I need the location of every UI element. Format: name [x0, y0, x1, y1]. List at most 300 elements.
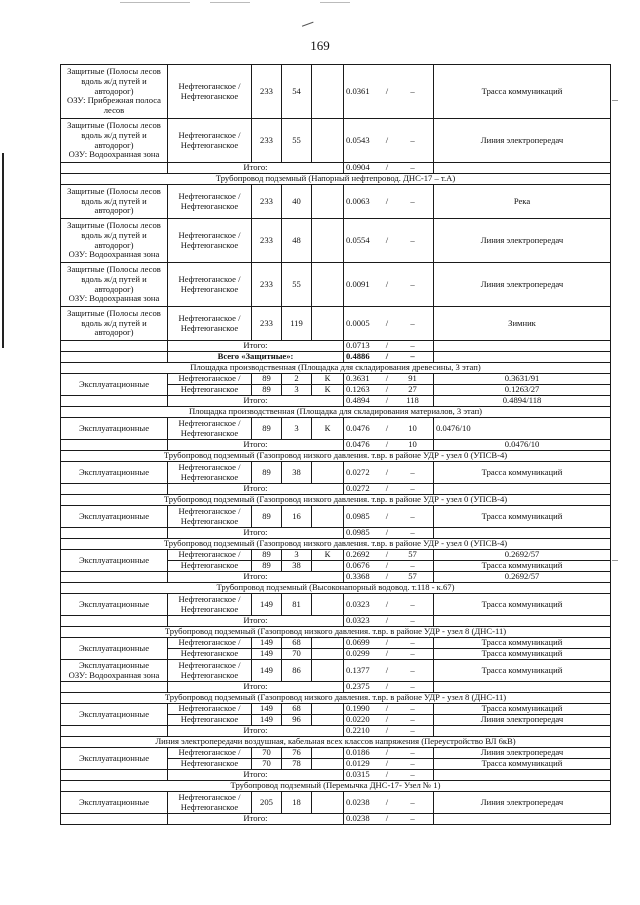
area-separator: /: [385, 549, 389, 560]
plot-count: –: [410, 796, 415, 807]
table-row: [61, 704, 611, 715]
plot-count: –: [410, 747, 415, 758]
plot-count: –: [410, 648, 415, 659]
area-value: 0.0129: [346, 758, 370, 769]
purpose-cell: 0.1263/27: [434, 385, 611, 396]
area-cell: [344, 440, 434, 451]
area-cell: [344, 418, 434, 440]
district-cell: Нефтеюганское: [168, 561, 252, 572]
plot-count: 91: [408, 373, 417, 384]
area-cell: [344, 119, 434, 163]
area-cell: [344, 484, 434, 495]
plot-count: –: [410, 637, 415, 648]
plot-count: 10: [408, 422, 417, 433]
area-cell: [344, 649, 434, 660]
total-row: [61, 484, 611, 495]
purpose-cell: Линия электропередач: [434, 219, 611, 263]
k-cell: [312, 185, 344, 219]
area-separator: /: [385, 483, 389, 494]
subdivision-cell: 55: [282, 119, 312, 163]
section-heading-row: [61, 539, 611, 550]
k-cell: [312, 759, 344, 770]
district-cell: Нефтеюганское: [168, 759, 252, 770]
forest-category: Защитные (Полосы лесов вдоль ж/д путей и автодорог): [61, 307, 168, 341]
quarter-cell: 89: [252, 561, 282, 572]
area-cell: [344, 715, 434, 726]
total-label: Итого:: [168, 616, 344, 627]
k-cell: [312, 594, 344, 616]
k-cell: [312, 307, 344, 341]
area-cell: [344, 704, 434, 715]
forest-category: Эксплуатационные: [61, 550, 168, 572]
purpose-cell: Линия электропередач: [434, 119, 611, 163]
district-cell: Нефтеюганское /: [168, 550, 252, 561]
quarter-cell: 89: [252, 418, 282, 440]
k-cell: [312, 462, 344, 484]
forest-category: Защитные (Полосы лесов вдоль ж/д путей и автодорог): [61, 185, 168, 219]
area-separator: /: [385, 195, 389, 206]
area-value: 0.0323: [346, 598, 370, 609]
plot-count: –: [410, 725, 415, 736]
total-label: Итого:: [168, 396, 344, 407]
section-heading: Трубопровод подземный (Газопровод низкого давления. т.вр. в районе УДР - узел 0 (УПСВ-4): [61, 451, 611, 462]
area-value: 0.0220: [346, 714, 370, 725]
section-heading-row: [61, 781, 611, 792]
table-row: [61, 550, 611, 561]
purpose-cell: [434, 616, 611, 627]
quarter-cell: 149: [252, 594, 282, 616]
purpose-cell: Трасса коммуникаций: [434, 462, 611, 484]
purpose-cell: [434, 814, 611, 825]
scan-artifact: [612, 100, 618, 101]
k-cell: К: [312, 385, 344, 396]
subdivision-cell: 40: [282, 185, 312, 219]
subdivision-cell: 119: [282, 307, 312, 341]
quarter-cell: 233: [252, 185, 282, 219]
forest-category: Эксплуатационные: [61, 462, 168, 484]
area-separator: /: [385, 317, 389, 328]
district-cell: Нефтеюганское / Нефтеюганское: [168, 219, 252, 263]
area-cell: [344, 341, 434, 352]
plot-count: –: [410, 340, 415, 351]
district-cell: Нефтеюганское /: [168, 704, 252, 715]
subdivision-cell: 3: [282, 385, 312, 396]
section-heading: Трубопровод подземный (Газопровод низкого давления. т.вр. в районе УДР - узел 8 (ДНС-11): [61, 627, 611, 638]
forest-category: Защитные (Полосы лесов вдоль ж/д путей и автодорог) ОЗУ: Водоохранная зона: [61, 119, 168, 163]
section-heading: Трубопровод подземный (Газопровод низкого давления. т.вр. в районе УДР - узел 0 (УПСВ-4): [61, 495, 611, 506]
quarter-cell: 149: [252, 649, 282, 660]
subdivision-cell: 86: [282, 660, 312, 682]
quarter-cell: 149: [252, 660, 282, 682]
forest-category: Эксплуатационные: [61, 506, 168, 528]
total-spacer: [61, 770, 168, 781]
total-row: [61, 572, 611, 583]
subdivision-cell: 18: [282, 792, 312, 814]
area-separator: /: [385, 422, 389, 433]
total-spacer: [61, 572, 168, 583]
plot-count: –: [410, 85, 415, 96]
district-cell: Нефтеюганское / Нефтеюганское: [168, 65, 252, 119]
k-cell: [312, 715, 344, 726]
scan-artifact: [120, 2, 190, 3]
total-spacer: [61, 528, 168, 539]
area-value: 0.0554: [346, 234, 370, 245]
total-label: Итого:: [168, 341, 344, 352]
table-row: [61, 748, 611, 759]
pen-mark: [298, 12, 313, 26]
plot-count: –: [410, 527, 415, 538]
area-cell: [344, 219, 434, 263]
total-label: Итого:: [168, 484, 344, 495]
table-row: [61, 638, 611, 649]
k-cell: К: [312, 418, 344, 440]
area-cell: [344, 748, 434, 759]
area-value: 0.0476: [346, 422, 370, 433]
scan-artifact: [612, 560, 618, 561]
district-cell: Нефтеюганское: [168, 385, 252, 396]
subdivision-cell: 38: [282, 561, 312, 572]
total-spacer: [61, 814, 168, 825]
section-heading-row: [61, 407, 611, 418]
area-value: 0.1263: [346, 384, 370, 395]
table-row: [61, 462, 611, 484]
purpose-cell: [434, 484, 611, 495]
purpose-cell: [434, 726, 611, 737]
scan-artifact: [320, 2, 350, 3]
section-heading-row: [61, 495, 611, 506]
total-spacer: [61, 682, 168, 693]
area-value: 0.1377: [346, 664, 370, 675]
area-value: 0.4894: [346, 395, 370, 406]
district-cell: Нефтеюганское / Нефтеюганское: [168, 119, 252, 163]
total-label: Итого:: [168, 682, 344, 693]
section-heading-row: [61, 737, 611, 748]
area-separator: /: [385, 813, 389, 824]
k-cell: [312, 263, 344, 307]
area-cell: [344, 550, 434, 561]
table-row: [61, 307, 611, 341]
quarter-cell: 233: [252, 65, 282, 119]
section-heading-row: [61, 627, 611, 638]
allotment-table: [60, 64, 611, 825]
purpose-cell: [434, 528, 611, 539]
area-separator: /: [385, 637, 389, 648]
area-value: 0.0272: [346, 466, 370, 477]
area-value: 0.0315: [346, 769, 370, 780]
forest-category: Эксплуатационные: [61, 638, 168, 660]
table-row: [61, 374, 611, 385]
quarter-cell: 149: [252, 638, 282, 649]
district-cell: Нефтеюганское / Нефтеюганское: [168, 462, 252, 484]
area-value: 0.0238: [346, 813, 370, 824]
total-row: [61, 682, 611, 693]
table-row: [61, 660, 611, 682]
area-value: 0.0361: [346, 85, 370, 96]
area-cell: [344, 638, 434, 649]
k-cell: [312, 649, 344, 660]
table-row: [61, 185, 611, 219]
plot-count: –: [410, 664, 415, 675]
area-separator: /: [385, 439, 389, 450]
subdivision-cell: 76: [282, 748, 312, 759]
total-label: Итого:: [168, 814, 344, 825]
area-separator: /: [385, 351, 389, 362]
total-spacer: [61, 341, 168, 352]
table-row: [61, 418, 611, 440]
area-cell: [344, 385, 434, 396]
plot-count: –: [410, 317, 415, 328]
purpose-cell: Линия электропередач: [434, 748, 611, 759]
subdivision-cell: 81: [282, 594, 312, 616]
k-cell: [312, 792, 344, 814]
area-value: 0.0699: [346, 637, 370, 648]
district-cell: Нефтеюганское / Нефтеюганское: [168, 594, 252, 616]
subdivision-cell: 2: [282, 374, 312, 385]
area-cell: [344, 759, 434, 770]
area-cell: [344, 396, 434, 407]
area-value: 0.0904: [346, 162, 370, 173]
area-cell: [344, 163, 434, 174]
area-value: 0.0238: [346, 796, 370, 807]
area-separator: /: [385, 527, 389, 538]
section-heading-row: [61, 693, 611, 704]
plot-count: –: [410, 466, 415, 477]
quarter-cell: 205: [252, 792, 282, 814]
subdivision-cell: 38: [282, 462, 312, 484]
section-heading-row: [61, 363, 611, 374]
total-row: [61, 440, 611, 451]
area-separator: /: [385, 571, 389, 582]
area-cell: [344, 185, 434, 219]
subdivision-cell: 96: [282, 715, 312, 726]
forest-category: Эксплуатационные: [61, 374, 168, 396]
area-cell: [344, 572, 434, 583]
k-cell: [312, 219, 344, 263]
quarter-cell: 89: [252, 550, 282, 561]
k-cell: [312, 660, 344, 682]
subdivision-cell: 78: [282, 759, 312, 770]
forest-category: Защитные (Полосы лесов вдоль ж/д путей и автодорог) ОЗУ: Водоохранная зона: [61, 219, 168, 263]
area-separator: /: [385, 758, 389, 769]
section-heading: Линия электропередачи воздушная, кабельная всех классов напряжения (Переустройство ВЛ 6кВ): [61, 737, 611, 748]
k-cell: [312, 638, 344, 649]
forest-category: Эксплуатационные: [61, 418, 168, 440]
area-value: 0.0272: [346, 483, 370, 494]
area-cell: [344, 814, 434, 825]
subdivision-cell: 16: [282, 506, 312, 528]
area-separator: /: [385, 725, 389, 736]
purpose-cell: [434, 770, 611, 781]
area-cell: [344, 307, 434, 341]
quarter-cell: 233: [252, 307, 282, 341]
area-cell: [344, 263, 434, 307]
plot-count: –: [410, 195, 415, 206]
k-cell: К: [312, 550, 344, 561]
total-label: Итого:: [168, 726, 344, 737]
purpose-cell: Трасса коммуникаций: [434, 660, 611, 682]
section-heading-row: [61, 583, 611, 594]
k-cell: [312, 506, 344, 528]
table-row: [61, 792, 611, 814]
area-value: 0.3368: [346, 571, 370, 582]
area-value: 0.0005: [346, 317, 370, 328]
area-cell: [344, 616, 434, 627]
district-cell: Нефтеюганское /: [168, 748, 252, 759]
district-cell: Нефтеюганское / Нефтеюганское: [168, 660, 252, 682]
forest-category: Защитные (Полосы лесов вдоль ж/д путей и автодорог) ОЗУ: Прибрежная полоса лесов: [61, 65, 168, 119]
purpose-cell: 0.2692/57: [434, 550, 611, 561]
area-cell: [344, 374, 434, 385]
purpose-cell: 0.0476/10: [434, 418, 611, 440]
area-value: 0.3631: [346, 373, 370, 384]
plot-count: –: [410, 598, 415, 609]
purpose-cell: 0.4894/118: [434, 396, 611, 407]
plot-count: –: [410, 813, 415, 824]
plot-count: –: [410, 278, 415, 289]
area-value: 0.0985: [346, 527, 370, 538]
purpose-cell: 0.0476/10: [434, 440, 611, 451]
area-value: 0.0063: [346, 195, 370, 206]
area-value: 0.2375: [346, 681, 370, 692]
area-cell: [344, 561, 434, 572]
plot-count: 10: [408, 439, 417, 450]
area-separator: /: [385, 796, 389, 807]
area-cell: [344, 65, 434, 119]
purpose-cell: [434, 163, 611, 174]
forest-category: Защитные (Полосы лесов вдоль ж/д путей и автодорог) ОЗУ: Водоохранная зона: [61, 263, 168, 307]
total-spacer: [61, 726, 168, 737]
area-separator: /: [385, 769, 389, 780]
quarter-cell: 89: [252, 374, 282, 385]
district-cell: Нефтеюганское /: [168, 374, 252, 385]
area-separator: /: [385, 466, 389, 477]
purpose-cell: Трасса коммуникаций: [434, 759, 611, 770]
total-row: [61, 528, 611, 539]
plot-count: 27: [408, 384, 417, 395]
quarter-cell: 149: [252, 704, 282, 715]
area-separator: /: [385, 681, 389, 692]
subdivision-cell: 48: [282, 219, 312, 263]
plot-count: –: [410, 483, 415, 494]
quarter-cell: 233: [252, 263, 282, 307]
area-value: 0.0299: [346, 648, 370, 659]
district-cell: Нефтеюганское / Нефтеюганское: [168, 263, 252, 307]
purpose-cell: 0.3631/91: [434, 374, 611, 385]
plot-count: –: [410, 162, 415, 173]
forest-category: Эксплуатационные: [61, 748, 168, 770]
section-heading: Трубопровод подземный (Газопровод низкого давления. т.вр. в районе УДР - узел 0 (УПСВ-4): [61, 539, 611, 550]
district-cell: Нефтеюганское / Нефтеюганское: [168, 792, 252, 814]
area-value: 0.0676: [346, 560, 370, 571]
plot-count: –: [410, 615, 415, 626]
purpose-cell: Трасса коммуникаций: [434, 704, 611, 715]
total-row: [61, 352, 611, 363]
area-separator: /: [385, 373, 389, 384]
page-number: 169: [310, 38, 330, 53]
purpose-cell: 0.2692/57: [434, 572, 611, 583]
k-cell: [312, 119, 344, 163]
plot-count: –: [410, 714, 415, 725]
district-cell: Нефтеюганское: [168, 715, 252, 726]
total-row: [61, 341, 611, 352]
total-row: [61, 814, 611, 825]
area-cell: [344, 660, 434, 682]
total-row: [61, 616, 611, 627]
area-cell: [344, 528, 434, 539]
total-spacer: [61, 163, 168, 174]
area-separator: /: [385, 560, 389, 571]
total-row: [61, 396, 611, 407]
area-cell: [344, 462, 434, 484]
k-cell: [312, 65, 344, 119]
quarter-cell: 149: [252, 715, 282, 726]
purpose-cell: Линия электропередач: [434, 792, 611, 814]
plot-count: –: [410, 758, 415, 769]
plot-count: –: [410, 703, 415, 714]
area-separator: /: [385, 714, 389, 725]
subdivision-cell: 68: [282, 704, 312, 715]
area-value: 0.0186: [346, 747, 370, 758]
section-heading-row: [61, 451, 611, 462]
area-cell: [344, 682, 434, 693]
purpose-cell: Трасса коммуникаций: [434, 649, 611, 660]
table-row: [61, 506, 611, 528]
plot-count: –: [410, 234, 415, 245]
area-value: 0.0323: [346, 615, 370, 626]
section-heading: Трубопровод подземный (Высоконапорный водовод. т.118 - к.67): [61, 583, 611, 594]
quarter-cell: 89: [252, 385, 282, 396]
total-spacer: [61, 352, 168, 363]
section-heading: Площадка производственная (Площадка для складирования материалов, 3 этап): [61, 407, 611, 418]
total-spacer: [61, 484, 168, 495]
area-separator: /: [385, 340, 389, 351]
area-separator: /: [385, 615, 389, 626]
total-row: [61, 163, 611, 174]
area-separator: /: [385, 234, 389, 245]
district-cell: Нефтеюганское /: [168, 638, 252, 649]
area-cell: [344, 770, 434, 781]
quarter-cell: 89: [252, 506, 282, 528]
area-separator: /: [385, 747, 389, 758]
margin-mark: [2, 153, 4, 348]
purpose-cell: Трасса коммуникаций: [434, 65, 611, 119]
plot-count: –: [410, 560, 415, 571]
total-spacer: [61, 616, 168, 627]
area-separator: /: [385, 648, 389, 659]
subdivision-cell: 3: [282, 550, 312, 561]
area-value: 0.1990: [346, 703, 370, 714]
district-cell: Нефтеюганское / Нефтеюганское: [168, 307, 252, 341]
area-cell: [344, 792, 434, 814]
table-row: [61, 263, 611, 307]
section-heading: Трубопровод подземный (Газопровод низкого давления. т.вр. в районе УДР - узел 8 (ДНС-11): [61, 693, 611, 704]
forest-category: Эксплуатационные: [61, 704, 168, 726]
table-row: [61, 65, 611, 119]
plot-count: 118: [406, 395, 419, 406]
area-value: 0.0476: [346, 439, 370, 450]
total-label: Всего «Защитные»:: [168, 352, 344, 363]
total-label: Итого:: [168, 440, 344, 451]
quarter-cell: 70: [252, 748, 282, 759]
area-value: 0.2692: [346, 549, 370, 560]
table-row: [61, 119, 611, 163]
total-row: [61, 726, 611, 737]
subdivision-cell: 54: [282, 65, 312, 119]
plot-count: –: [410, 510, 415, 521]
area-separator: /: [385, 134, 389, 145]
quarter-cell: 233: [252, 219, 282, 263]
purpose-cell: Зимник: [434, 307, 611, 341]
